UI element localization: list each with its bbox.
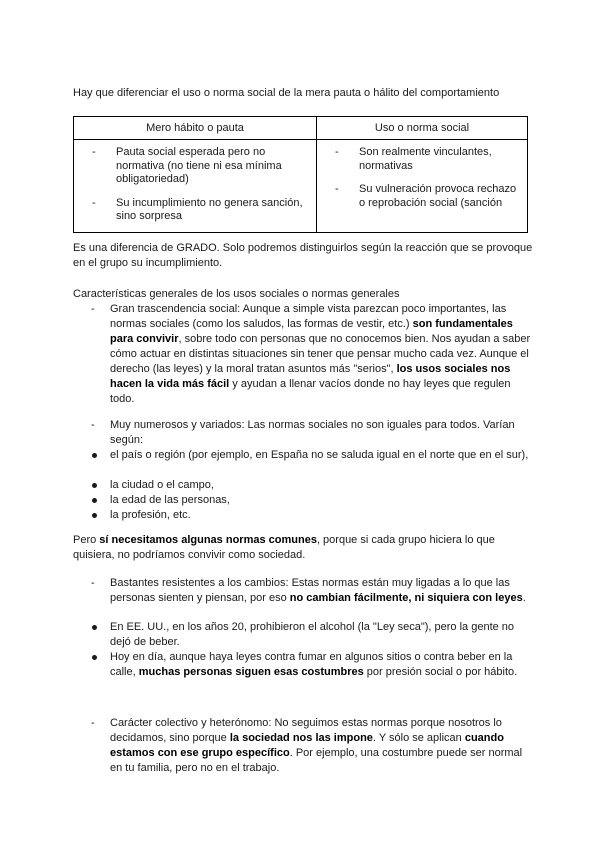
text-run: Carácter colectivo y heterónomo: No seguimos estas normas porque nosotros lo decidamos, sino porque: [110, 717, 502, 744]
bullet-pais: [73, 448, 533, 463]
text-run: .: [522, 592, 526, 604]
text-run: Hoy en día, aunque haya leyes contra fumar en algunos sitios o contra beber en la calle,: [110, 651, 513, 678]
item-text: [110, 302, 533, 407]
norma-list: [325, 146, 519, 210]
table-header-row: [74, 117, 528, 140]
bullet-icon: [92, 513, 97, 518]
dash-marker: -: [92, 196, 96, 209]
list-item-text: Su vulneración provoca rechazo o reprobación social (sanción: [359, 183, 517, 209]
list-item-text: Pauta social esperada pero no normativa (no tiene ni esa mínima obligatoriedad): [116, 146, 282, 185]
text-run: Bastantes resistentes a los cambios: Estas normas están muy ligadas a lo que las personas sienten y piensan, por eso: [110, 577, 510, 604]
bold-run: los usos sociales nos hacen la vida más fácil: [110, 363, 511, 390]
text-run: Gran trascendencia social: Aunque a simple vista parezcan poco importantes, las normas sociales (como los saludos, las formas de vestir, etc.): [110, 303, 507, 330]
bold-run: cuando estamos con ese grupo específico: [110, 732, 504, 759]
item-trascendencia: [73, 302, 533, 407]
dash-marker: -: [91, 717, 95, 729]
dash-marker: -: [91, 303, 95, 315]
bold-run: son fundamentales para convivir: [110, 318, 513, 345]
item-text: Muy numerosos y variados: Las normas sociales no son iguales para todos. Varían según:: [110, 419, 515, 446]
bullet-text: la profesión, etc.: [110, 509, 191, 521]
dash-marker: -: [335, 183, 339, 195]
text-run: Pero: [73, 534, 100, 546]
comparison-table: [73, 116, 528, 233]
bold-run: la sociedad nos las impone: [229, 732, 373, 744]
text-run: , sobre todo con personas que no conocemos bien. Nos ayudan a saber cómo actuar en distintas situaciones sin tener que pensar mucho cada vez. Aunque el derecho (las leyes) y la moral tratan asuntos más "serios",: [110, 333, 531, 375]
habito-list: [82, 146, 308, 224]
bullet-icon: [92, 483, 97, 488]
item-text: [110, 716, 533, 776]
bold-run: sí necesitamos algunas normas comunes: [99, 534, 317, 546]
table-cell-habito: [74, 140, 317, 233]
bold-run: muchas personas siguen esas costumbres: [138, 666, 364, 678]
table-cell-norma: [317, 140, 528, 233]
dash-marker: -: [335, 146, 339, 158]
bold-run: no cambian fácilmente, ni siquiera con leyes: [289, 592, 523, 604]
list-item-text: Son realmente vinculantes, normativas: [359, 146, 492, 172]
bullet-edad: [73, 493, 533, 508]
table-header-norma: Uso o norma social: [317, 117, 528, 140]
text-run: y ayudan a llenar vacíos donde no hay leyes que regulen todo.: [110, 378, 511, 405]
bullet-text: la edad de las personas,: [110, 494, 230, 506]
list-item-text: Su incumplimiento no genera sanción, sino sorpresa: [116, 196, 303, 222]
bullet-text: la ciudad o el campo,: [110, 479, 214, 491]
bullet-icon: [92, 625, 97, 630]
dash-marker: -: [91, 577, 95, 589]
bullet-icon: [92, 498, 97, 503]
table-header-habito: Mero hábito o pauta: [74, 117, 317, 140]
text-run: , porque si cada grupo hiciera lo que quisiera, no podríamos convivir como sociedad.: [73, 534, 495, 561]
text-run: . Y sólo se aplican: [372, 732, 465, 744]
list-item: [325, 146, 519, 173]
item-text: [110, 576, 533, 606]
bullet-text: el país o región (por ejemplo, en España no se saluda igual en el norte que en el sur),: [110, 449, 529, 461]
item-resistentes: [73, 576, 533, 606]
bullet-fumar: [73, 650, 533, 680]
bullet-ciudad: [73, 478, 533, 493]
list-item: [325, 183, 519, 210]
bullet-icon: [92, 453, 97, 458]
item-numerosos: [73, 418, 533, 448]
table-row: [74, 140, 528, 233]
bullet-ley-seca: [73, 620, 533, 650]
list-item: [82, 146, 308, 187]
bullet-icon: [92, 655, 97, 660]
bullet-text: [110, 650, 533, 680]
intro-text: Hay que diferenciar el uso o norma social de la mera pauta o hálito del comportamiento: [73, 87, 500, 99]
dash-marker: -: [91, 419, 95, 431]
list-item: [82, 197, 308, 224]
item-colectivo: [73, 716, 533, 776]
pero-paragraph: [73, 533, 533, 563]
dash-marker: -: [92, 146, 96, 158]
grado-paragraph: Es una diferencia de GRADO. Solo podremos distinguirlos según la reacción que se provoque en el grupo su incumplimiento.: [73, 242, 533, 269]
caracteristicas-heading: Características generales de los usos sociales o normas generales: [73, 288, 400, 300]
text-run: por presión social o por hábito.: [363, 666, 518, 678]
bullet-text: En EE. UU., en los años 20, prohibieron el alcohol (la "Ley seca"), pero la gente no dejó de beber.: [110, 621, 515, 648]
bullet-profesion: [73, 508, 533, 523]
text-run: . Por ejemplo, una costumbre puede ser normal en tu familia, pero no en el trabajo.: [110, 747, 523, 774]
